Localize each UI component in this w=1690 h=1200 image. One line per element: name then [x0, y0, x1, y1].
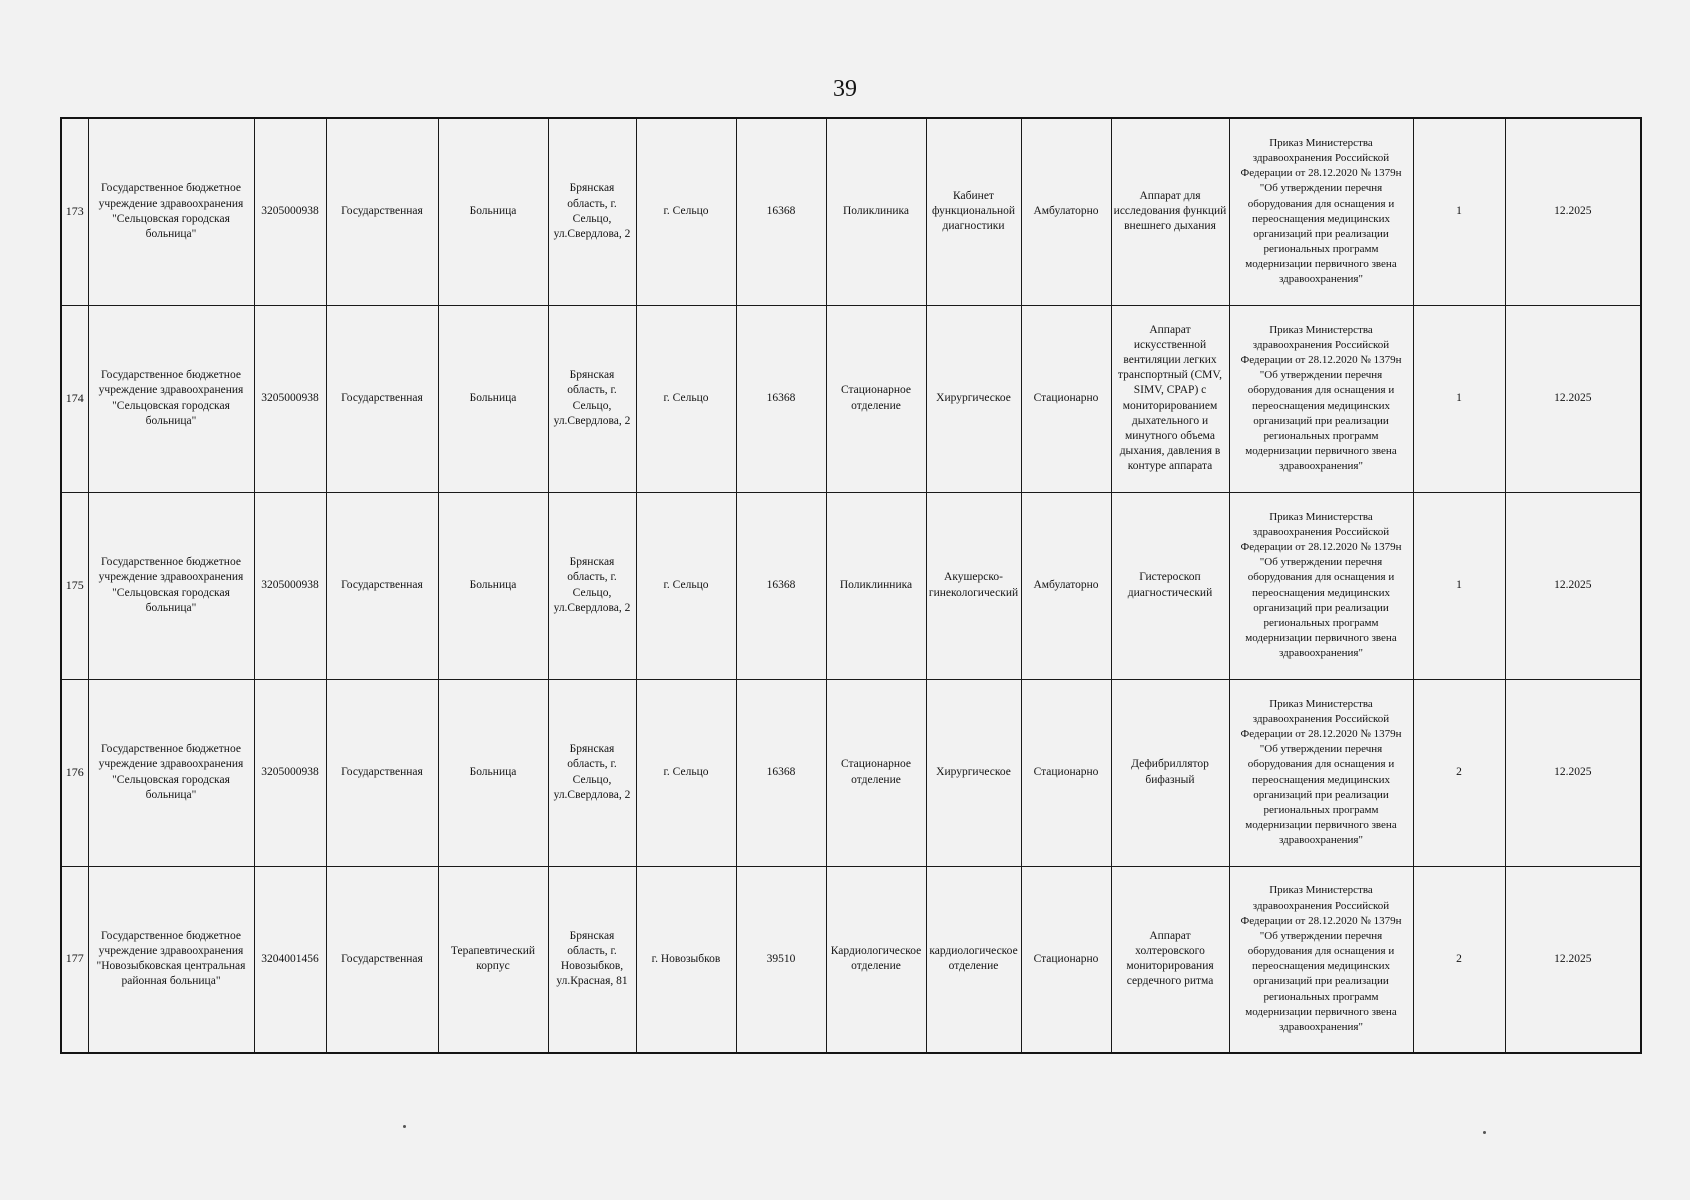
quantity-cell: 2	[1413, 866, 1505, 1053]
ownership-cell: Государственная	[326, 679, 438, 866]
equipment-cell: Гистероскоп диагностический	[1111, 492, 1229, 679]
division-cell: Кардиологическое отделение	[826, 866, 926, 1053]
organization-cell: Государственное бюджетное учреждение здравоохранения "Сельцовская городская больница"	[88, 492, 254, 679]
address-cell: Брянская область, г. Новозыбков, ул.Красная, 81	[548, 866, 636, 1053]
row-index: 174	[61, 305, 88, 492]
basis-cell: Приказ Министерства здравоохранения Российской Федерации от 28.12.2020 № 1379н "Об утверждении перечня оборудования для оснащения и переоснащения медицинских организаций при реализации региональных программ модернизации первичного звена здравоохранения"	[1229, 866, 1413, 1053]
care-form-cell: Стационарно	[1021, 866, 1111, 1053]
division-cell: Стационарное отделение	[826, 679, 926, 866]
settlement-cell: г. Сельцо	[636, 305, 736, 492]
table-row	[61, 492, 1641, 679]
inn-cell: 3205000938	[254, 305, 326, 492]
department-cell: Кабинет функциональной диагностики	[926, 118, 1021, 305]
department-cell: Хирургическое	[926, 305, 1021, 492]
quantity-cell: 1	[1413, 305, 1505, 492]
equipment-cell: Аппарат искусственной вентиляции легких транспортный (CMV, SIMV, CPAP) с мониторированием дыхательного и минутного объема дыхания, давления в контуре аппарата	[1111, 305, 1229, 492]
basis-cell: Приказ Министерства здравоохранения Российской Федерации от 28.12.2020 № 1379н "Об утверждении перечня оборудования для оснащения и переоснащения медицинских организаций при реализации региональных программ модернизации первичного звена здравоохранения"	[1229, 492, 1413, 679]
address-cell: Брянская область, г. Сельцо, ул.Свердлова, 2	[548, 118, 636, 305]
settlement-cell: г. Сельцо	[636, 492, 736, 679]
inn-cell: 3205000938	[254, 118, 326, 305]
equipment-cell: Дефибриллятор бифазный	[1111, 679, 1229, 866]
scan-speck	[1483, 1131, 1486, 1134]
deadline-cell: 12.2025	[1505, 492, 1641, 679]
basis-cell: Приказ Министерства здравоохранения Российской Федерации от 28.12.2020 № 1379н "Об утверждении перечня оборудования для оснащения и переоснащения медицинских организаций при реализации региональных программ модернизации первичного звена здравоохранения"	[1229, 679, 1413, 866]
settlement-cell: г. Сельцо	[636, 679, 736, 866]
organization-cell: Государственное бюджетное учреждение здравоохранения "Новозыбковская центральная районная больница"	[88, 866, 254, 1053]
ownership-cell: Государственная	[326, 492, 438, 679]
row-index: 173	[61, 118, 88, 305]
table-row	[61, 305, 1641, 492]
inn-cell: 3205000938	[254, 679, 326, 866]
organization-cell: Государственное бюджетное учреждение здравоохранения "Сельцовская городская больница"	[88, 679, 254, 866]
settlement-cell: г. Сельцо	[636, 118, 736, 305]
deadline-cell: 12.2025	[1505, 118, 1641, 305]
quantity-cell: 1	[1413, 492, 1505, 679]
ownership-cell: Государственная	[326, 305, 438, 492]
organization-cell: Государственное бюджетное учреждение здравоохранения "Сельцовская городская больница"	[88, 118, 254, 305]
building-cell: Больница	[438, 492, 548, 679]
department-cell: Акушерско-гинекологический	[926, 492, 1021, 679]
quantity-cell: 2	[1413, 679, 1505, 866]
basis-cell: Приказ Министерства здравоохранения Российской Федерации от 28.12.2020 № 1379н "Об утверждении перечня оборудования для оснащения и переоснащения медицинских организаций при реализации региональных программ модернизации первичного звена здравоохранения"	[1229, 305, 1413, 492]
population-cell: 16368	[736, 679, 826, 866]
deadline-cell: 12.2025	[1505, 305, 1641, 492]
ownership-cell: Государственная	[326, 118, 438, 305]
division-cell: Поликлинника	[826, 492, 926, 679]
table-row	[61, 679, 1641, 866]
deadline-cell: 12.2025	[1505, 866, 1641, 1053]
equipment-table	[60, 117, 1642, 1054]
organization-cell: Государственное бюджетное учреждение здравоохранения "Сельцовская городская больница"	[88, 305, 254, 492]
care-form-cell: Стационарно	[1021, 679, 1111, 866]
table-body	[61, 118, 1641, 1053]
scan-speck	[403, 1125, 406, 1128]
address-cell: Брянская область, г. Сельцо, ул.Свердлова, 2	[548, 305, 636, 492]
building-cell: Больница	[438, 305, 548, 492]
care-form-cell: Стационарно	[1021, 305, 1111, 492]
department-cell: кардиологическое отделение	[926, 866, 1021, 1053]
population-cell: 16368	[736, 118, 826, 305]
care-form-cell: Амбулаторно	[1021, 492, 1111, 679]
page-number: 39	[833, 76, 857, 102]
deadline-cell: 12.2025	[1505, 679, 1641, 866]
division-cell: Стационарное отделение	[826, 305, 926, 492]
quantity-cell: 1	[1413, 118, 1505, 305]
address-cell: Брянская область, г. Сельцо, ул.Свердлова, 2	[548, 492, 636, 679]
building-cell: Больница	[438, 118, 548, 305]
care-form-cell: Амбулаторно	[1021, 118, 1111, 305]
ownership-cell: Государственная	[326, 866, 438, 1053]
division-cell: Поликлиника	[826, 118, 926, 305]
row-index: 175	[61, 492, 88, 679]
settlement-cell: г. Новозыбков	[636, 866, 736, 1053]
row-index: 176	[61, 679, 88, 866]
table-row	[61, 866, 1641, 1053]
table-row	[61, 118, 1641, 305]
department-cell: Хирургическое	[926, 679, 1021, 866]
row-index: 177	[61, 866, 88, 1053]
population-cell: 39510	[736, 866, 826, 1053]
inn-cell: 3204001456	[254, 866, 326, 1053]
building-cell: Больница	[438, 679, 548, 866]
population-cell: 16368	[736, 305, 826, 492]
population-cell: 16368	[736, 492, 826, 679]
basis-cell: Приказ Министерства здравоохранения Российской Федерации от 28.12.2020 № 1379н "Об утверждении перечня оборудования для оснащения и переоснащения медицинских организаций при реализации региональных программ модернизации первичного звена здравоохранения"	[1229, 118, 1413, 305]
equipment-cell: Аппарат для исследования функций внешнего дыхания	[1111, 118, 1229, 305]
inn-cell: 3205000938	[254, 492, 326, 679]
equipment-cell: Аппарат холтеровского мониторирования сердечного ритма	[1111, 866, 1229, 1053]
building-cell: Терапевтический корпус	[438, 866, 548, 1053]
address-cell: Брянская область, г. Сельцо, ул.Свердлова, 2	[548, 679, 636, 866]
